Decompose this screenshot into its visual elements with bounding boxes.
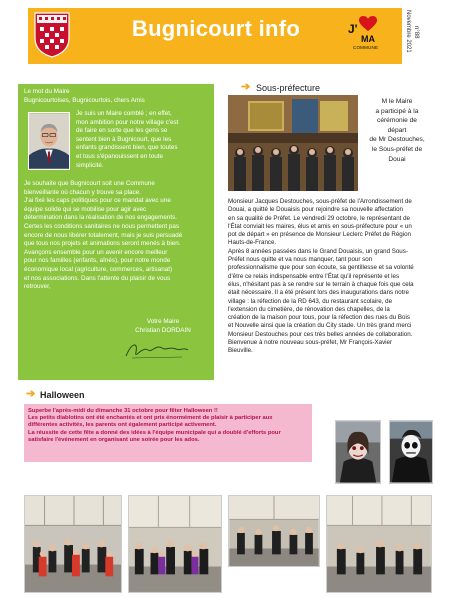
halloween-costume-portrait-photo <box>389 420 433 484</box>
text-line: Préfet nous quitte et va nous manquer, tant pour son <box>228 256 373 264</box>
text-line: retrouver, <box>24 283 51 291</box>
text-line: village : la réfection de la RD 643, du restaurant scolaire, de <box>228 297 393 305</box>
coat-of-arms-icon <box>34 12 70 58</box>
text-line: Les petits diablotins ont été enchantés et ont pris énormément de plaisir à participer aux <box>28 415 273 422</box>
text-line: Je suis un Maire comblé ; en effet, <box>76 110 172 117</box>
caption-line: le Sous-préfet de <box>371 145 423 153</box>
text-line: l'extension du cimetière, de rénovation des chapelles, de la <box>228 305 390 313</box>
logo-word: MA <box>361 34 375 44</box>
text-line: Certes les conditions sanitaires ne nous permettent pas <box>24 222 180 230</box>
text-line: simplicité. <box>76 161 104 169</box>
issue-date: Novembre 2021 <box>405 10 411 53</box>
section-title-sous-prefecture: Sous-préfecture <box>256 83 321 93</box>
text-line: Monsieur Destouches pour ces très belles années de collaboration. <box>228 330 413 338</box>
halloween-party-hall-photo-1 <box>24 495 122 593</box>
text-line: l'État conviait les maires, élus et amis en sous-préfecture pour « un <box>228 222 412 230</box>
text-line: était nécessaire. Il a été présent lors des inaugurations dans notre <box>228 289 409 297</box>
section-arrow-icon: ➔ <box>241 81 251 93</box>
text-line: Avançons ensemble pour un avenir encore meilleur <box>24 248 168 256</box>
text-line: J'ai fixé les caps politiques pour ce mandat avec une <box>24 197 171 205</box>
halloween-child-portrait-photo <box>335 420 381 484</box>
caption-line: départ <box>387 126 407 134</box>
mayor-sign-role: Votre Maire <box>146 318 180 325</box>
mayor-para2 <box>24 180 210 292</box>
text-line: sentent bien à Bugnicourt, que les <box>76 135 172 143</box>
caption-line: Douai <box>388 155 406 163</box>
caption-line: cérémonie de <box>377 117 417 125</box>
text-line: de faire en sorte que les gens se <box>76 127 168 135</box>
text-line: d'être ce relais indispensable entre l'État qu'il représente et les <box>228 272 400 280</box>
newsletter-title: Bugnicourt info <box>131 16 301 41</box>
mayor-portrait-photo <box>28 112 70 170</box>
text-line: et tous s'épanouissent en toute <box>76 152 163 160</box>
section-title-halloween: Halloween <box>40 390 85 400</box>
mayor-greeting: Bugnicourtoises, Bugnicourtois, chers Amis <box>24 97 145 104</box>
halloween-party-hall-photo-2 <box>128 495 222 593</box>
text-line: création de la maison pour tous, pour la réfection des rues du Bois <box>228 314 410 322</box>
text-line: que tous nos projets et animations seront menés à bien. <box>24 240 181 248</box>
halloween-party-hall-photo-3 <box>228 495 320 567</box>
caption-line: de Mr Destouches, <box>369 136 425 144</box>
text-line: enfants grandissent bien, que toutes <box>76 144 178 152</box>
text-line: élus, n'hésitant pas à se rendre sur le terrain à chaque fois que cela <box>228 280 414 288</box>
text-line: équipe solide qui se mobilise pour agir avec <box>24 205 147 213</box>
text-line: et Nouvelle ainsi que la création du City stade. Un très grand merci <box>228 322 412 330</box>
text-line: différentes activités, les parents ont également participé activement. <box>28 422 217 429</box>
sous-prefecture-article <box>228 198 432 356</box>
mayor-para1 <box>76 110 210 170</box>
heart-icon <box>359 16 377 32</box>
caption-line: a participé à la <box>375 107 419 115</box>
text-line: Hauts-de-France. <box>228 239 277 247</box>
text-line: Après 8 années passées dans le Grand Douaisis, un grand Sous- <box>228 247 408 255</box>
sous-prefecture-ceremony-photo <box>228 95 358 191</box>
issue-number: n°88 <box>413 26 419 39</box>
text-line: professionnalisme que pour son écoute, sa gentillesse et sa volonté <box>228 264 414 272</box>
text-line: Superbe l'après-midi du dimanche 31 octobre pour fêter Halloween !! <box>28 408 218 414</box>
halloween-text <box>28 408 310 444</box>
issue-vertical-label <box>393 8 423 68</box>
text-line: Bienvenue à notre nouveau sous-préfet, Mr François-Xavier <box>228 339 393 347</box>
text-line: et nos associations. Dans l'attente du plaisir de vous <box>24 274 171 282</box>
mayor-signature-icon <box>122 338 192 364</box>
text-line: détermination dans la réalisation de nos engagements. <box>24 214 177 222</box>
caption-line: M le Maire <box>381 98 413 105</box>
text-line: La réussite de cette fête a donné des idées à l'équipe municipale qui a doublé d'efforts pour <box>28 429 281 436</box>
text-line: en sa qualité de Préfet. Le vendredi 29 octobre, le représentant de <box>228 214 410 222</box>
mayor-word-heading: Le mot du Maire <box>24 88 70 95</box>
logo-subtitle: COMMUNE <box>353 45 379 50</box>
text-line: pot de départ » en présence de Monsieur Leclerc Préfet de Région <box>228 231 411 239</box>
text-line: encore de nous libérer totalement, mais je suis persuadé <box>24 231 183 239</box>
text-line: bienveillante où chacun y trouve sa place. <box>24 188 141 196</box>
text-line: Monsieur Jacques Destouches, sous-préfet de l'Arrondissement de <box>228 198 412 205</box>
text-line: économique local (agriculture, commerces, artisanat) <box>24 265 173 273</box>
text-line: pour nos familles (enfants, aînés), pour notre monde <box>24 257 171 265</box>
sous-prefecture-caption <box>358 97 436 164</box>
text-line: mon ambition pour notre village c'est <box>76 118 179 126</box>
halloween-party-hall-photo-4 <box>326 495 432 593</box>
text-line: Douai, a quitté le Douaisis pour rejoindre sa nouvelle affectation <box>228 206 403 214</box>
text-line: Bieuville. <box>228 347 253 355</box>
text-line: satisfaire l'événement en organisant une soirée pour les ados. <box>28 436 200 443</box>
section-arrow-icon: ➔ <box>26 388 36 400</box>
text-line: Je souhaite que Bugnicourt soit une Commune <box>24 180 155 187</box>
mayor-sign-name: Christian DORDAIN <box>135 327 191 334</box>
logo-prefix: J' <box>348 22 358 36</box>
